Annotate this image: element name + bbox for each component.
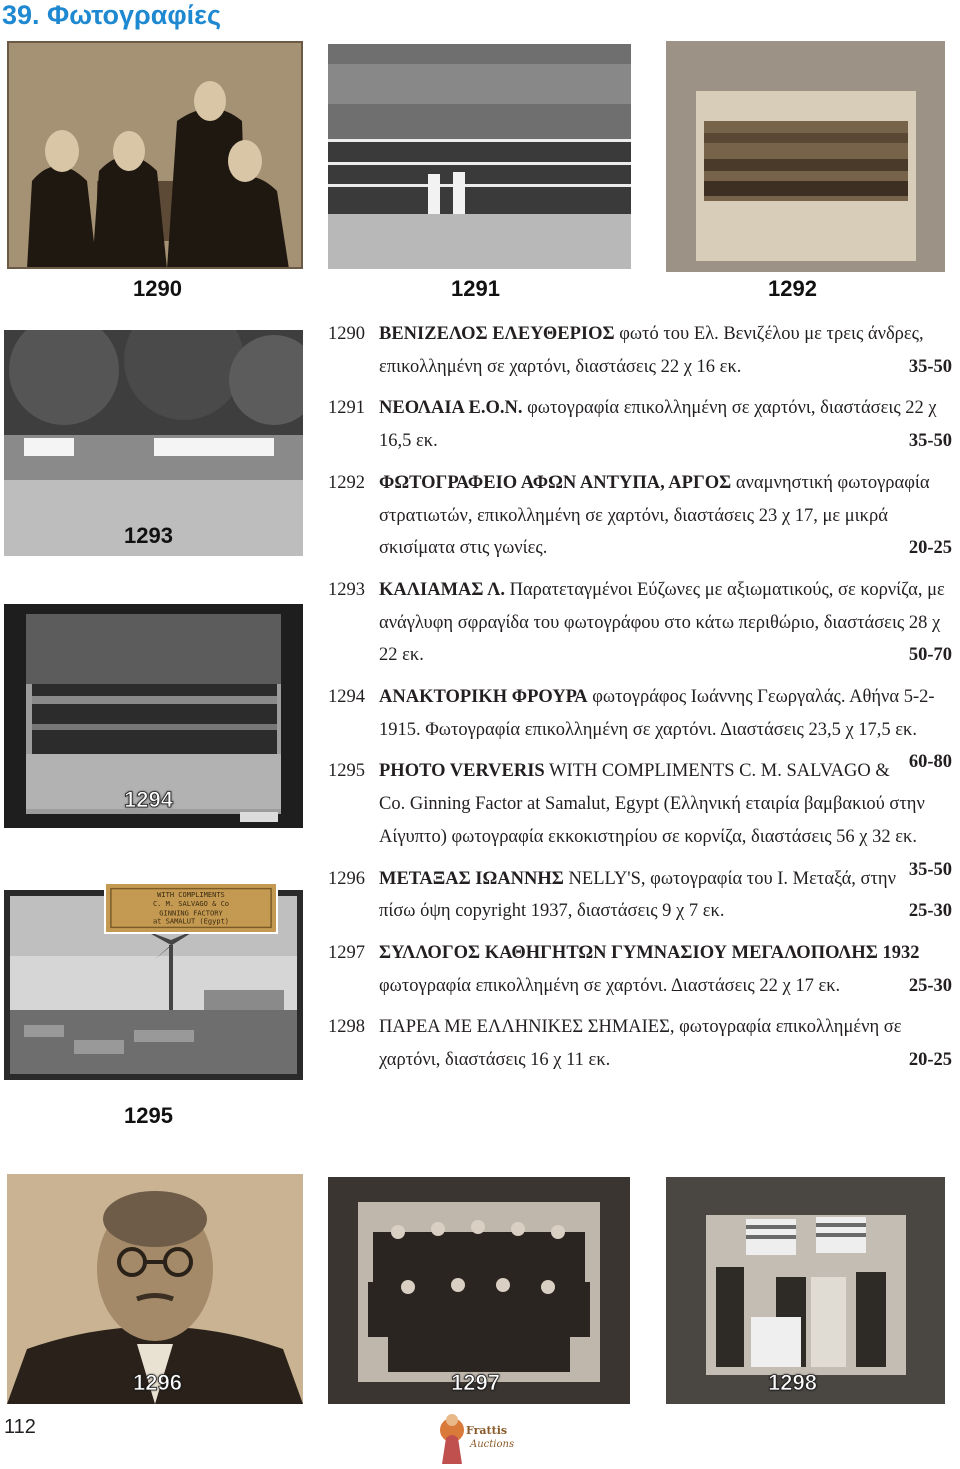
lot-description: WITH COMPLIMENTS C. M. SALVAGO & Co. Ginning Factor at Samalut, Egypt (Ελληνική εταιρία βαμβακιού στην Αίγυπτο) φωτογραφία εκκοκιστηρίου σε κορνίζα, διαστάσεις 56 χ 32 εκ. (379, 761, 925, 847)
plaque-line-1: WITH COMPLIMENTS (157, 891, 225, 899)
lot-price: 35-50 (908, 356, 952, 377)
lot-number: 1291 (328, 398, 365, 419)
lot-description: Παρατεταγμένοι Εύζωνες με αξιωματικούς, σε κορνίζα, με ανάγλυφη σφραγίδα του φωτογράφου στο κάτω περιθώριο, διαστάσεις 28 χ 22 εκ. (379, 579, 945, 666)
lot-number: 1297 (328, 942, 365, 963)
lot-description: φωτογράφος Ιωάννης Γεωργαλάς. Αθήνα 5-2-1915. Φωτογραφία επικολλημένη σε χαρτόνι. Διαστάσεις 23,5 χ 17,5 εκ. (379, 687, 935, 740)
lot-title: ΑΝΑΚΤΟΡΙΚΗ ΦΡΟΥΡΑ (379, 687, 588, 708)
lot-label-1293: 1293 (124, 523, 173, 548)
lot-entry-1292 (328, 467, 952, 565)
lot-label-1292: 1292 (768, 276, 817, 301)
lot-title: ΦΩΤΟΓΡΑΦΕΙΟ ΑΦΩΝ ΑΝΤΥΠΑ, ΑΡΓΟΣ (379, 472, 732, 493)
lot-description: φωτογραφία επικολλημένη σε χαρτόνι. Διαστάσεις 22 χ 17 εκ. (379, 975, 841, 996)
lot-number: 1294 (328, 687, 365, 708)
lot-label-1294: 1294 (124, 787, 173, 812)
lot-entry-1290 (328, 318, 952, 383)
photo-lot-1295-plaque (104, 882, 278, 934)
lot-number: 1292 (328, 472, 365, 493)
lot-price: 35-50 (908, 431, 952, 452)
plaque-line-3: GINNING FACTORY (159, 909, 223, 918)
frattis-auctions-logo (434, 1406, 526, 1464)
lot-price: 50-70 (908, 645, 952, 666)
lot-price: 20-25 (908, 538, 952, 559)
lot-label-1298: 1298 (768, 1370, 817, 1395)
lot-price: 35-50 (908, 859, 952, 880)
lot-entry-1297 (328, 937, 952, 1002)
lot-description: ΠΑΡΕΑ ΜΕ ΕΛΛΗΝΙΚΕΣ ΣΗΜΑΙΕΣ, φωτογραφία επικολλημένη σε χαρτόνι, διαστάσεις 16 χ 11 εκ. (379, 1017, 902, 1071)
plaque-line-2: C. M. SALVAGO & Co (152, 900, 230, 909)
page-number: 112 (4, 1416, 36, 1438)
photo-lot-1290 (7, 41, 303, 269)
lot-price: 25-30 (908, 975, 952, 996)
lot-price: 20-25 (908, 1050, 952, 1071)
logo-line-1: Frattis (466, 1424, 508, 1437)
lot-number: 1296 (328, 868, 365, 889)
logo-line-2: Auctions (470, 1439, 515, 1450)
lot-entry-1298 (328, 1011, 952, 1076)
lot-description: αναμνηστική φωτογραφία στρατιωτών, επικολλημένη σε χαρτόνι, διαστάσεις 23 χ 17, με μικρά σκισίματα στις γωνίες. (379, 472, 930, 559)
lot-label-1296: 1296 (133, 1370, 182, 1395)
photo-lot-1292 (666, 41, 945, 272)
lot-entry-1291 (328, 392, 952, 457)
lot-number: 1295 (328, 761, 365, 782)
lot-label-1297: 1297 (451, 1370, 500, 1395)
lot-label-1290: 1290 (133, 276, 182, 301)
photo-lot-1291 (328, 44, 631, 269)
lot-number: 1290 (328, 324, 365, 344)
lot-title: ΒΕΝΙΖΕΛΟΣ ΕΛΕΥΘΕΡΙΟΣ (379, 324, 615, 344)
lot-label-1291: 1291 (451, 276, 500, 301)
lot-price: 60-80 (908, 752, 952, 773)
lot-title: ΣΥΛΛΟΓΟΣ ΚΑΘΗΓΗΤΩΝ ΓΥΜΝΑΣΙΟΥ ΜΕΓΑΛΟΠΟΛΗΣ 1932 (379, 942, 920, 963)
lot-number: 1298 (328, 1017, 365, 1038)
lot-title: PHOTO VERVERIS (379, 761, 545, 782)
lot-title: ΚΑΛΙΑΜΑΣ Λ. (379, 579, 505, 600)
lot-title: ΜΕΤΑΞΑΣ ΙΩΑΝΝΗΣ (379, 868, 564, 889)
plaque-line-4: at SAMALUT (Egypt) (152, 917, 230, 926)
lot-description: φωτογραφία επικολλημένη σε χαρτόνι, διαστάσεις 22 χ 16,5 εκ. (379, 398, 937, 452)
lot-description: NELLY'S, φωτογραφία του Ι. Μεταξά, στην πίσω όψη copyright 1937, διαστάσεις 9 χ 7 εκ. (379, 868, 896, 922)
section-title: 39. Φωτογραφίες (2, 0, 222, 30)
lot-description: φωτό του Ελ. Βενιζέλου με τρεις άνδρες, επικολλημένη σε χαρτόνι, διαστάσεις 22 χ 16 εκ. (379, 324, 924, 377)
lot-entry-1296 (328, 863, 952, 928)
lot-number: 1293 (328, 579, 365, 600)
lot-list (328, 318, 952, 1077)
lot-label-1295: 1295 (124, 1103, 173, 1128)
lot-entry-1293 (328, 574, 952, 672)
lot-title: ΝΕΟΛΑΙΑ Ε.Ο.Ν. (379, 398, 523, 419)
lot-price: 25-30 (908, 901, 952, 922)
